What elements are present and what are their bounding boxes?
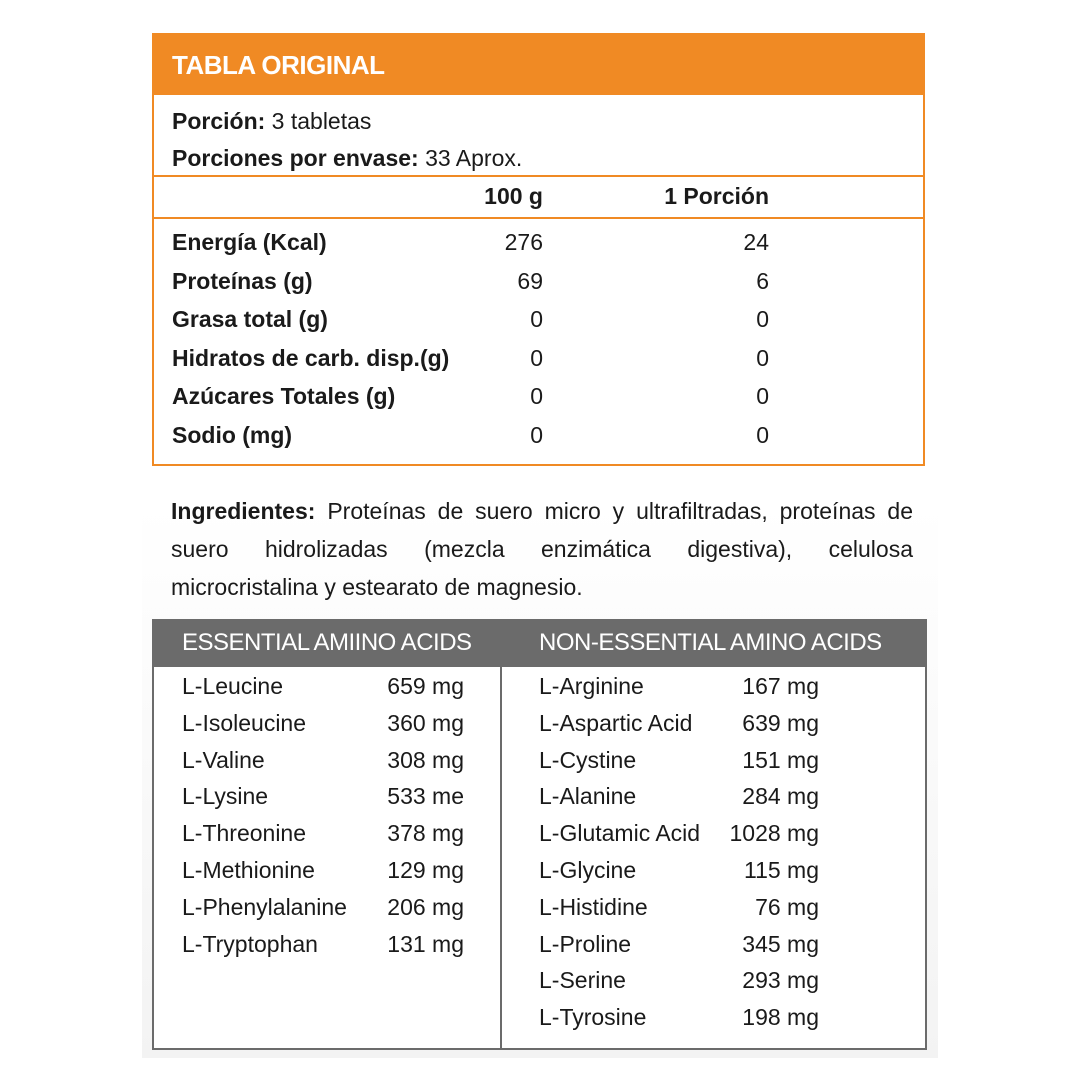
portion-label: Porción: xyxy=(172,108,266,134)
amino-acid-amount: 659 mg xyxy=(387,673,464,699)
nutrient-value-100g: 0 xyxy=(530,421,543,448)
amino-acid-name: L-Leucine xyxy=(182,673,284,699)
amino-acid-name: L-Methionine xyxy=(182,856,315,883)
amino-acid-amount: 129 mg xyxy=(387,856,464,883)
nutrition-row xyxy=(154,379,923,418)
nutrient-value-100g: 69 xyxy=(517,267,543,294)
amino-acid-amount: 198 mg xyxy=(742,1004,819,1031)
servings-value: 33 Aprox. xyxy=(425,145,523,171)
nutrient-value-portion: 0 xyxy=(756,344,769,371)
amino-acid-name: L-Histidine xyxy=(539,893,648,920)
column-header-portion: 1 Porción xyxy=(664,183,769,209)
nutrient-label: Sodio (mg) xyxy=(172,421,293,448)
amino-acids-table xyxy=(152,619,927,1050)
nutrient-value-100g: 0 xyxy=(530,306,543,332)
nutrient-value-100g: 0 xyxy=(530,344,543,371)
nutrient-value-100g: 0 xyxy=(530,383,543,409)
amino-acid-name: L-Tyrosine xyxy=(539,1004,647,1031)
amino-acid-amount: 345 mg xyxy=(742,930,819,957)
column-divider xyxy=(500,621,502,1048)
nutrition-column-headers xyxy=(154,177,923,219)
amino-acid-amount: 206 mg xyxy=(387,893,464,920)
nutrition-table xyxy=(152,33,925,466)
nutrition-table-header xyxy=(154,35,923,95)
amino-acid-amount: 131 mg xyxy=(387,930,464,957)
amino-acids-header xyxy=(154,621,925,667)
amino-acid-amount: 151 mg xyxy=(742,746,819,773)
amino-acid-name: L-Threonine xyxy=(182,820,307,847)
amino-acid-name: L-Cystine xyxy=(539,746,637,773)
portion-line xyxy=(172,103,923,140)
nutrient-label: Grasa total (g) xyxy=(172,306,328,332)
portion-info xyxy=(154,95,923,177)
nutrient-label: Proteínas (g) xyxy=(172,267,313,294)
nutrient-value-portion: 24 xyxy=(743,229,769,255)
column-header-100g: 100 g xyxy=(484,183,543,209)
nutrient-label: Azúcares Totales (g) xyxy=(172,383,396,409)
ingredients-paragraph xyxy=(171,492,913,606)
nutrient-value-portion: 0 xyxy=(756,306,769,332)
nutrient-label: Hidratos de carb. disp.(g) xyxy=(172,344,450,371)
amino-acid-name: L-Tryptophan xyxy=(182,930,318,957)
nutrition-row xyxy=(154,225,923,264)
amino-acid-name: L-Glycine xyxy=(539,856,637,883)
essential-amino-title: ESSENTIAL AMIINO ACIDS xyxy=(182,629,472,656)
nutrition-rows xyxy=(154,219,923,456)
nutrition-row xyxy=(154,264,923,303)
nonessential-amino-title: NON-ESSENTIAL AMINO ACIDS xyxy=(539,629,882,656)
amino-acid-amount: 308 mg xyxy=(387,746,464,773)
amino-acid-amount: 1028 mg xyxy=(729,820,819,847)
amino-acid-amount: 76 mg xyxy=(755,893,819,920)
nutrition-row xyxy=(154,341,923,380)
nutrient-value-portion: 0 xyxy=(756,383,769,409)
portion-value: 3 tabletas xyxy=(271,108,372,134)
amino-acid-amount: 639 mg xyxy=(742,709,819,736)
amino-acid-name: L-Alanine xyxy=(539,783,637,810)
amino-acid-name: L-Valine xyxy=(182,746,265,773)
nutrient-value-portion: 6 xyxy=(756,267,769,294)
amino-acid-name: L-Glutamic Acid xyxy=(539,820,701,847)
nutrition-row xyxy=(154,302,923,341)
ingredients-label: Ingredientes: xyxy=(171,498,316,524)
amino-acid-name: L-Isoleucine xyxy=(182,709,307,736)
amino-acid-amount: 167 mg xyxy=(742,673,819,699)
amino-acid-amount: 360 mg xyxy=(387,709,464,736)
servings-line xyxy=(172,140,923,177)
nutrient-value-100g: 276 xyxy=(504,229,543,255)
ingredients-text: Proteínas de suero micro y ultrafiltradas, proteínas de suero hidrolizadas (mezcla enzimática digestiva), celulosa microcristalina y estearato de magnesio. xyxy=(171,498,914,600)
nutrition-row xyxy=(154,418,923,457)
amino-acid-amount: 284 mg xyxy=(742,783,819,810)
amino-acid-name: L-Aspartic Acid xyxy=(539,709,693,736)
amino-acid-name: L-Lysine xyxy=(182,783,269,810)
amino-acid-name: L-Serine xyxy=(539,967,626,994)
nutrition-table-title: TABLA ORIGINAL xyxy=(172,49,385,80)
amino-acid-name: L-Arginine xyxy=(539,673,644,699)
amino-acid-amount: 378 mg xyxy=(387,820,464,847)
servings-label: Porciones por envase: xyxy=(172,145,419,171)
amino-acid-name: L-Phenylalanine xyxy=(182,893,347,920)
amino-acid-amount: 533 me xyxy=(387,783,464,810)
nutrient-label: Energía (Kcal) xyxy=(172,229,327,255)
amino-acid-amount: 115 mg xyxy=(743,856,819,883)
amino-acid-name: L-Proline xyxy=(539,930,632,957)
nutrient-value-portion: 0 xyxy=(756,421,769,448)
amino-acid-amount: 293 mg xyxy=(742,967,819,994)
